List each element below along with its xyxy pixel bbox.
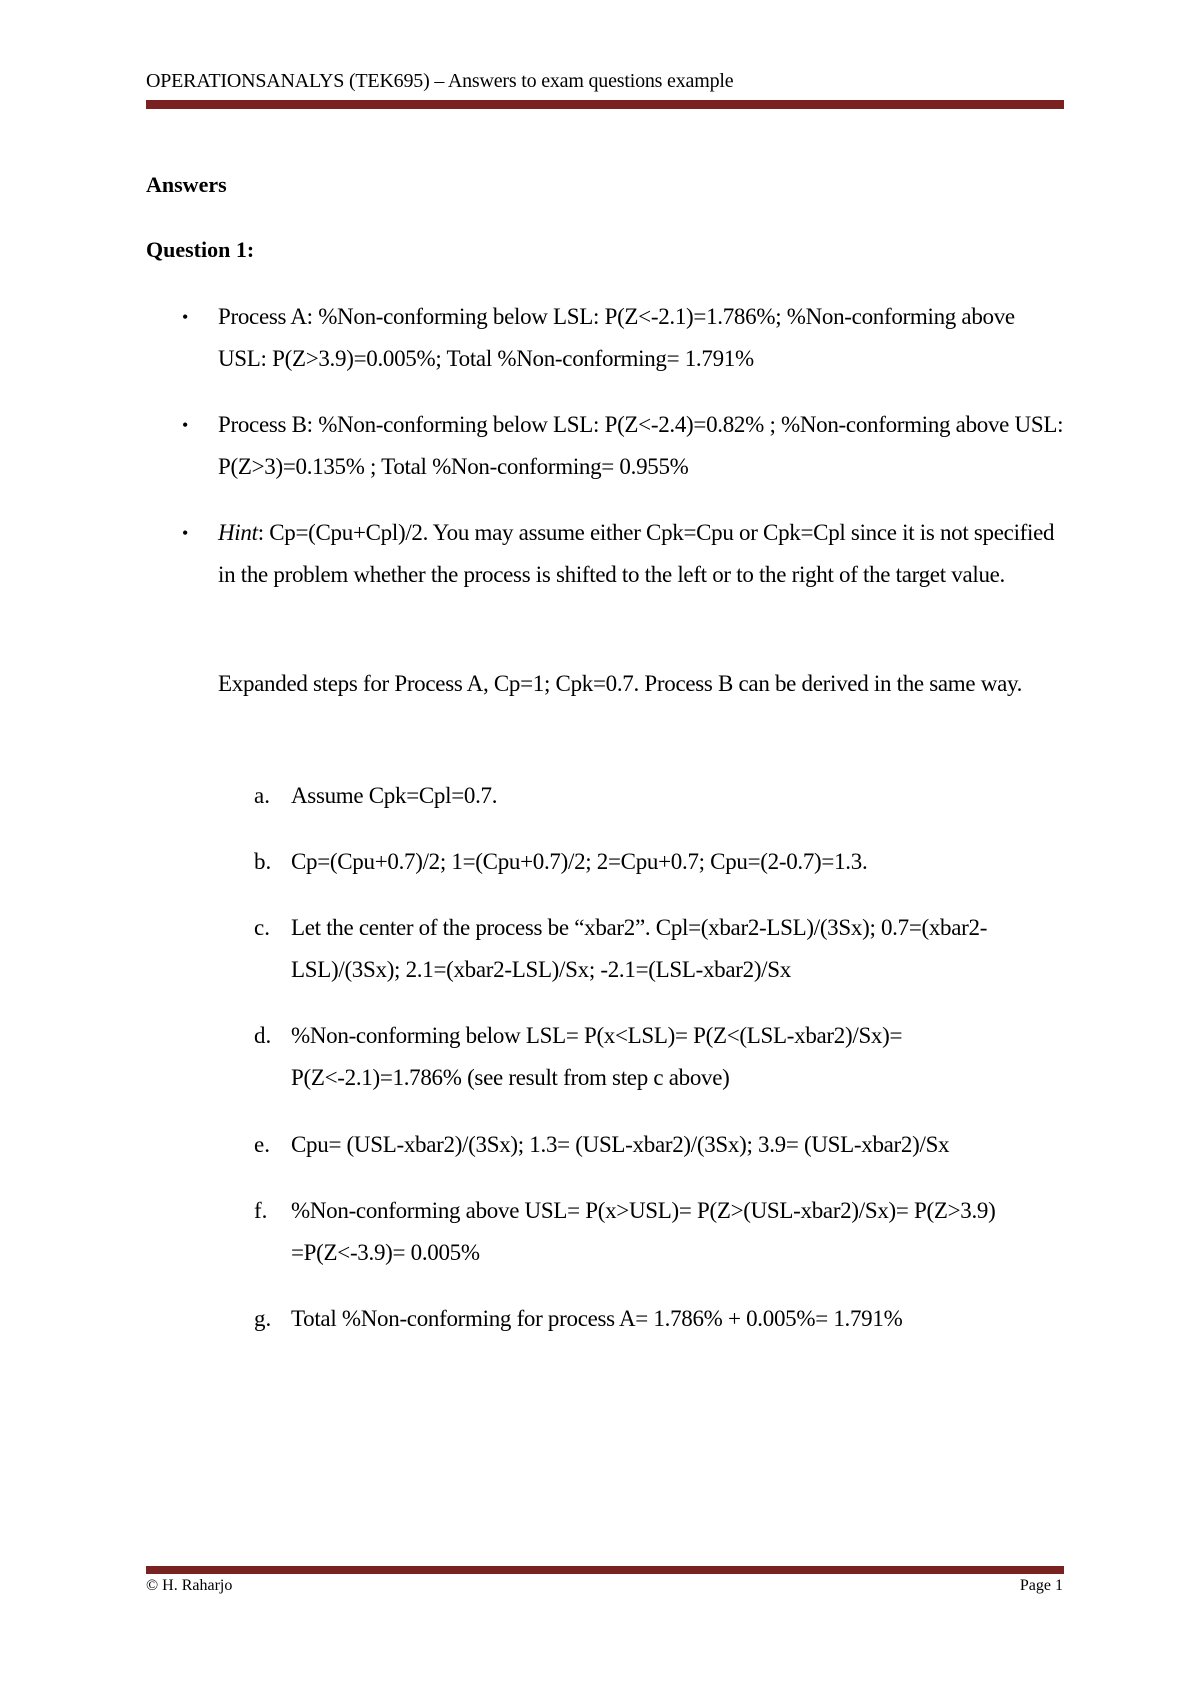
step-text-d: %Non-conforming below LSL= P(x<LSL)= P(Z<(LSL-xbar2)/Sx)= P(Z<-2.1)=1.786% (see result from step c above) [291,1023,903,1090]
section-heading-answers: Answers [146,172,227,197]
footer-rule [146,1566,1064,1574]
step-letter-d: d. [254,1023,272,1048]
footer-author: © H. Raharjo [146,1577,233,1594]
footer-page-number: Page 1 [1019,1577,1063,1594]
bullet-text-hint [218,512,1068,596]
bullet-marker-3: • [182,523,189,543]
step-letter-b: b. [254,849,272,874]
step-letter-f: f. [254,1198,268,1223]
step-text-e: Cpu= (USL-xbar2)/(3Sx); 1.3= (USL-xbar2)/(3Sx); 3.9= (USL-xbar2)/Sx [291,1132,950,1157]
step-letter-g: g. [254,1306,272,1331]
header-rule [146,100,1064,109]
step-letter-c: c. [254,915,270,940]
hint-label: Hint [218,520,258,545]
step-text-f: %Non-conforming above USL= P(x>USL)= P(Z>(USL-xbar2)/Sx)= P(Z>3.9) =P(Z<-3.9)= 0.005% [291,1198,996,1265]
hint-text: : Cp=(Cpu+Cpl)/2. You may assume either Cpk=Cpu or Cpk=Cpl since it is not specified in the problem whether the process is shifted to the left or to the right of the target value. [218,520,1055,587]
step-text-a: Assume Cpk=Cpl=0.7. [291,783,498,808]
step-letter-a: a. [254,783,270,808]
step-text-g: Total %Non-conforming for process A= 1.786% + 0.005%= 1.791% [291,1306,903,1331]
bullet-text-process-a: Process A: %Non-conforming below LSL: P(Z<-2.1)=1.786%; %Non-conforming above USL: P(Z>3.9)=0.005%; Total %Non-conforming= 1.791% [218,304,1015,371]
step-letter-e: e. [254,1132,270,1157]
question-heading: Question 1: [146,237,255,262]
bullet-marker-2: • [182,415,189,435]
page-header-title: OPERATIONSANALYS (TEK695) – Answers to exam questions example [146,70,734,92]
expanded-steps-intro: Expanded steps for Process A, Cp=1; Cpk=0.7. Process B can be derived in the same way. [218,671,1023,696]
step-text-c: Let the center of the process be “xbar2”. Cpl=(xbar2-LSL)/(3Sx); 0.7=(xbar2-LSL)/(3Sx); 2.1=(xbar2-LSL)/Sx; -2.1=(LSL-xbar2)/Sx [291,915,988,982]
bullet-text-process-b: Process B: %Non-conforming below LSL: P(Z<-2.4)=0.82% ; %Non-conforming above USL: P(Z>3)=0.135% ; Total %Non-conforming= 0.955% [218,412,1064,479]
step-text-b: Cp=(Cpu+0.7)/2; 1=(Cpu+0.7)/2; 2=Cpu+0.7; Cpu=(2-0.7)=1.3. [291,849,868,874]
bullet-marker-1: • [182,307,189,327]
